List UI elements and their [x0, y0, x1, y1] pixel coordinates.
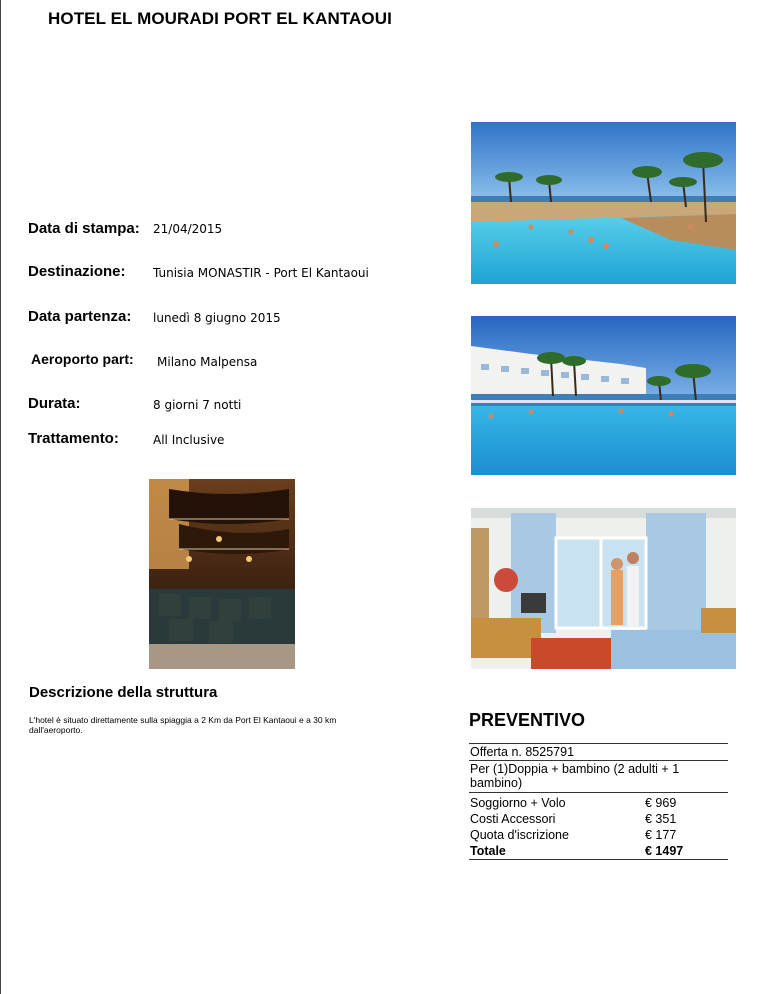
- quote-total-amount: € 1497: [645, 844, 684, 858]
- hotel-title: HOTEL EL MOURADI PORT EL KANTAOUI: [48, 9, 392, 28]
- quote-row: [469, 811, 728, 827]
- description-heading: Descrizione della struttura: [29, 684, 218, 701]
- pool-photo-2: [471, 316, 736, 475]
- quote-total-label: Totale: [470, 844, 506, 858]
- print-date-value: 21/04/2015: [153, 222, 223, 236]
- duration-label: Durata:: [28, 395, 81, 412]
- quote-offer-number: Offerta n. 8525791: [469, 743, 728, 760]
- quote-total-row: [469, 843, 728, 860]
- destination-label: Destinazione:: [28, 263, 126, 280]
- airport-label: Aeroporto part:: [31, 351, 134, 367]
- departure-label: Data partenza:: [28, 308, 132, 325]
- quote-row-label: Costi Accessori: [470, 812, 556, 826]
- pool-photo-1: [471, 122, 736, 284]
- quote-row: [469, 795, 728, 811]
- room-photo: [471, 508, 736, 669]
- airport-value: Milano Malpensa: [157, 355, 258, 369]
- departure-value: lunedì 8 giugno 2015: [153, 311, 281, 325]
- print-date-label: Data di stampa:: [28, 220, 140, 237]
- quote-box: [469, 743, 728, 860]
- board-label: Trattamento:: [28, 430, 119, 447]
- description-text: L'hotel è situato direttamente sulla spiaggia a 2 Km da Port El Kantaoui e a 30 km dall'aeroporto.: [29, 715, 337, 735]
- quote-room-description: Per (1)Doppia + bambino (2 adulti + 1 bambino): [469, 760, 728, 793]
- quote-row: [469, 827, 728, 843]
- quote-row-label: Quota d'iscrizione: [470, 828, 569, 842]
- quote-row-amount: € 969: [645, 796, 677, 810]
- quote-row-amount: € 177: [645, 828, 677, 842]
- quote-row-label: Soggiorno + Volo: [470, 796, 566, 810]
- quote-title: PREVENTIVO: [469, 710, 586, 730]
- destination-value: Tunisia MONASTIR - Port El Kantaoui: [153, 266, 369, 280]
- lobby-photo: [149, 479, 295, 669]
- duration-value: 8 giorni 7 notti: [153, 398, 242, 412]
- board-value: All Inclusive: [153, 433, 225, 447]
- quote-row-amount: € 351: [645, 812, 677, 826]
- quote-rows: [469, 795, 728, 860]
